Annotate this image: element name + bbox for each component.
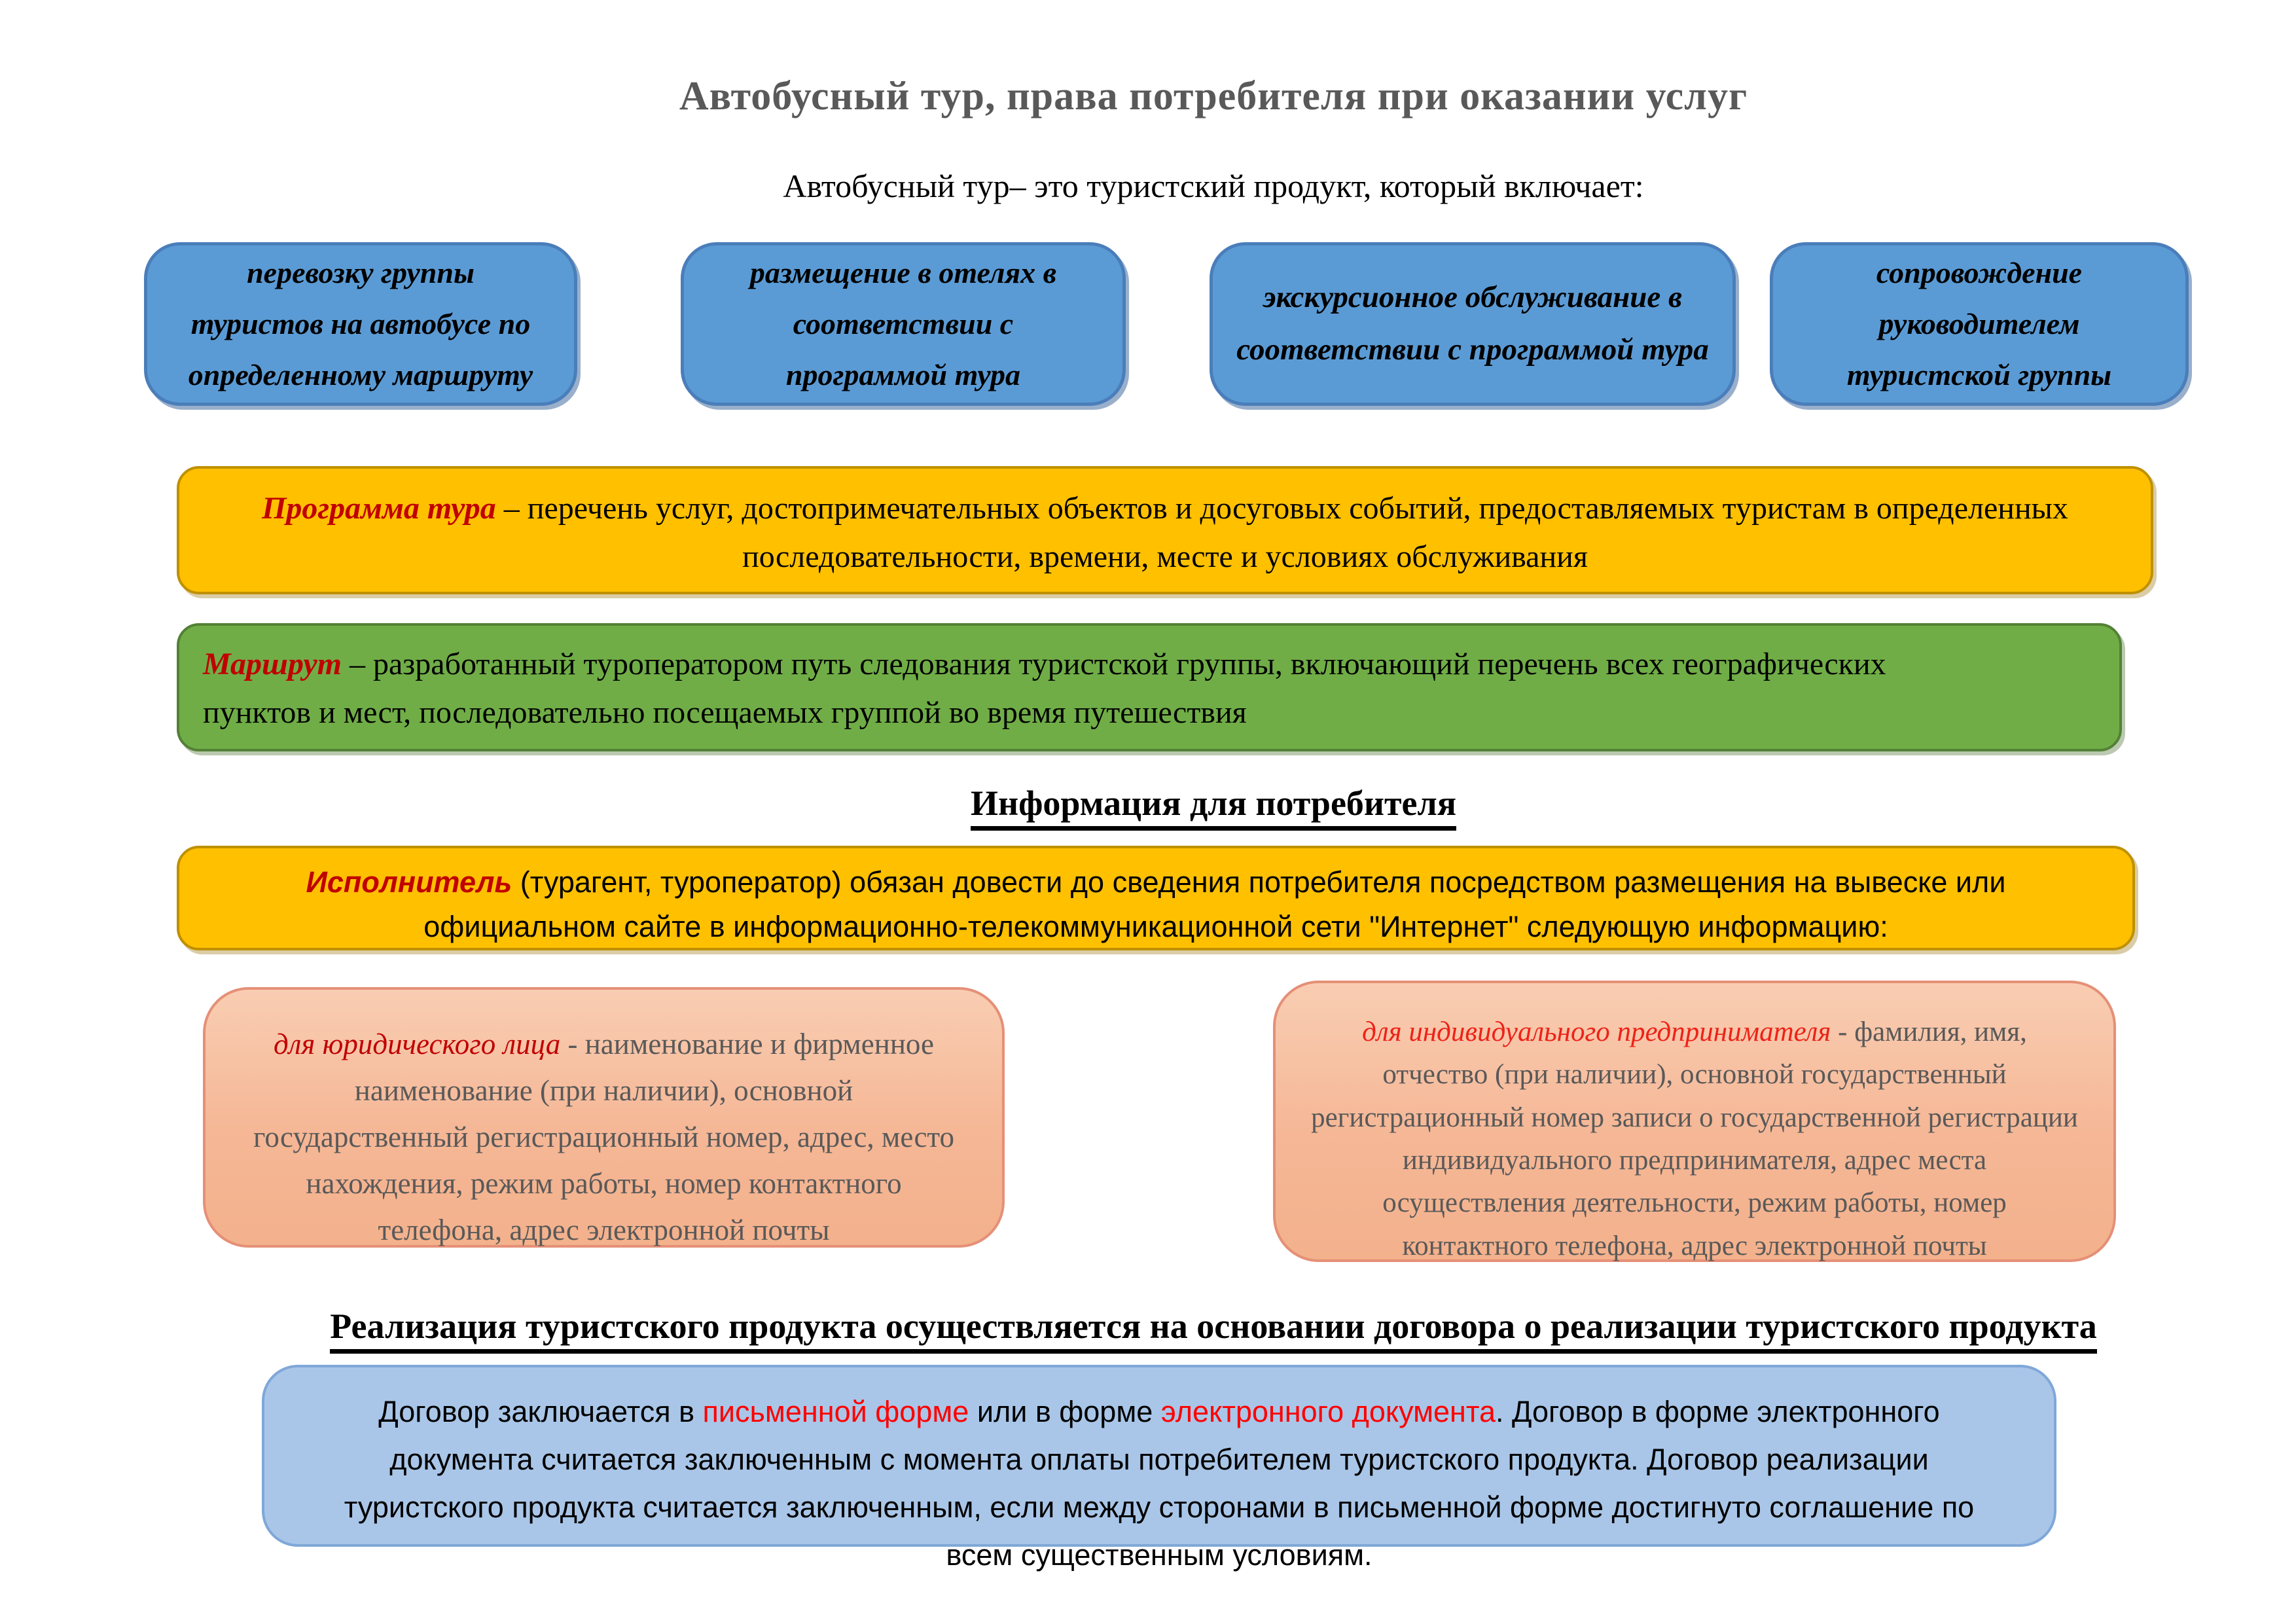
term-legal-entity: для юридического лица — [274, 1028, 561, 1060]
info-section-heading — [131, 783, 2296, 831]
term-program: Программа тура — [262, 491, 496, 526]
realization-section-heading-text: Реализация туристского продукта осуществляется на основании договора о реализации туристского продукта — [330, 1306, 2097, 1354]
term-entrepreneur: для индивидуального предпринимателя — [1362, 1017, 1831, 1047]
entrepreneur-info-box — [1273, 981, 2116, 1262]
term-route: Маршрут — [203, 647, 342, 681]
definition-program-text: – перечень услуг, достопримечательных объектов и досуговых событий, предоставляемых туристам в определенных последовательности, времени, месте и условиях обслуживания — [495, 491, 2068, 575]
text-line: сопровождение — [1876, 255, 2083, 289]
contract-highlight-electronic-document: электронного документа — [1160, 1395, 1496, 1428]
text-line: туристов на автобусе по — [190, 306, 531, 340]
contract-text-part: или в форме — [969, 1395, 1161, 1428]
text-line: программой тура — [785, 358, 1021, 392]
contract-text-part: Договор заключается в — [378, 1395, 703, 1428]
component-box-accommodation — [681, 242, 1126, 406]
legal-entity-info-box — [203, 987, 1005, 1248]
definition-box-program — [177, 466, 2153, 594]
definition-route-text: – разработанный туроператором путь следования туристской группы, включающий перечень всех географических пунктов и мест, последовательно посещаемых группой во время путешествия — [203, 647, 1886, 731]
component-box-guide — [1770, 242, 2189, 406]
realization-section-heading — [131, 1306, 2296, 1354]
legal-entity-info-text: - наименование и фирменное наименование (при наличии), основной государственный регистрационный номер, адрес, место нахождения, режим работы, номер контактного телефона, адрес электронной почты — [253, 1028, 954, 1247]
component-box-accommodation-text — [750, 247, 1056, 401]
text-line: соответствии с программой тура — [1236, 333, 1709, 367]
component-box-guide-text — [1847, 247, 2111, 401]
text-line: экскурсионное обслуживание в — [1263, 280, 1683, 315]
contract-form-box — [262, 1365, 2056, 1572]
text-line: туристской группы — [1846, 358, 2112, 392]
component-box-transport — [144, 242, 577, 406]
text-line: руководителем — [1878, 306, 2080, 340]
component-box-excursions-text — [1236, 272, 1708, 376]
text-line: определенному маршруту — [188, 358, 533, 392]
definition-box-route — [177, 623, 2122, 751]
text-line: соответствии с — [793, 306, 1014, 340]
page-title: Автобусный тур, права потребителя при оказании услуг — [679, 74, 1748, 118]
component-box-excursions — [1210, 242, 1736, 406]
contract-text-part: . Договор в форме электронного документа считается заключенным с момента оплаты потребителем туристского продукта. Договор реализации туристского продукта считается заключенным, если между сторонами в письменной форме достигнуто соглашение по всем существенным условиям. — [344, 1395, 1975, 1572]
entrepreneur-info-text: - фамилия, имя, отчество (при наличии), основной государственный регистрационный номер записи о государственной регистрации индивидуального предпринимателя, адрес места осуществления деятельности, режим работы, номер контактного телефона, адрес электронной почты — [1311, 1017, 2078, 1261]
contract-highlight-written-form: письменной форме — [702, 1395, 969, 1428]
component-box-transport-text — [188, 247, 533, 401]
info-section-heading-text: Информация для потребителя — [971, 783, 1456, 831]
executor-obligation-box — [177, 846, 2135, 950]
text-line: размещение в отелях в — [749, 255, 1057, 289]
term-executor: Исполнитель — [306, 865, 512, 899]
page-subtitle: Автобусный тур– это туристский продукт, который включает: — [783, 168, 1644, 204]
executor-obligation-text: (турагент, туроператор) обязан довести до сведения потребителя посредством размещения на вывеске или официальном сайте в информационно-телекоммуникационной сети "Интернет" следующую информацию: — [423, 865, 2006, 943]
text-line: перевозку группы — [247, 255, 475, 289]
